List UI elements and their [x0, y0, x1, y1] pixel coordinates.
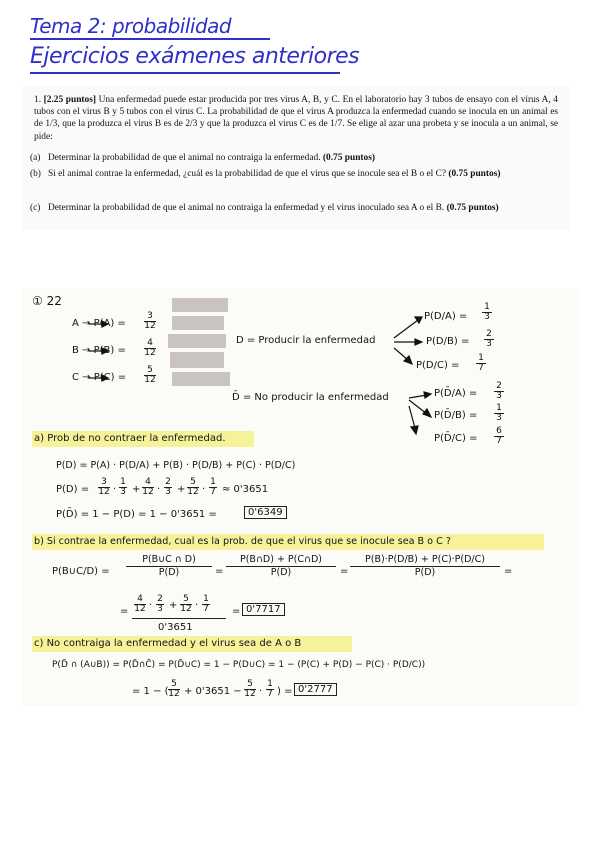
cond-nd-a: P(D̄/A) =: [434, 388, 478, 399]
part-a-heading: a) Prob de no contraer la enfermedad.: [34, 433, 226, 444]
prior-b: B → P(B) =: [72, 345, 126, 356]
cond-nd-a-frac: $\frac{2}{3}$: [494, 382, 504, 401]
part-c-heading: c) No contraiga la enfermedad y el virus sea de A o B: [34, 638, 302, 649]
cond-d-b-frac: $\frac{2}{3}$: [484, 330, 494, 349]
part-b-result: 0'7717: [242, 603, 285, 616]
times: ·: [195, 600, 199, 611]
cond-d-a-frac: $\frac{1}{3}$: [482, 303, 492, 322]
part-a-line2-post: ≈ 0'3651: [222, 484, 269, 495]
equals: =: [232, 606, 241, 617]
times: ·: [113, 484, 117, 495]
item-text: Si el animal contrae la enfermedad, ¿cuál es la probabilidad de que el virus que se inocule sea el B o el C?: [48, 169, 447, 179]
problem-number: 1.: [34, 95, 42, 105]
frac: $\frac{5}{12}$: [180, 594, 192, 614]
equals: =: [340, 566, 349, 577]
prior-b-frac: $\frac{4}{12}$: [144, 338, 156, 358]
equals: =: [215, 566, 224, 577]
plus: +: [177, 484, 186, 495]
redaction-mark: [172, 372, 230, 386]
item-label: (b): [30, 169, 41, 179]
frac: $\frac{2}{3}$: [165, 477, 171, 497]
frac: $\frac{2}{3}$: [157, 594, 163, 614]
part-a-line3: P(D̄) = 1 − P(D) = 1 − 0'3651 =: [56, 509, 217, 520]
part-a-result: 0'6349: [244, 506, 287, 519]
problem-points: [2.25 puntos]: [43, 95, 96, 105]
cond-nd-c-frac: $\frac{6}{7}$: [494, 427, 504, 446]
frac: $\frac{4}{12}$: [134, 594, 146, 614]
item-points: (0.75 puntos): [322, 153, 375, 163]
plus: +: [169, 600, 178, 611]
subtitle-underline: [30, 72, 340, 74]
event-d-definition: D = Producir la enfermedad: [236, 335, 376, 346]
part-c-line2-pre: = 1 − (: [132, 686, 169, 697]
cond-nd-b-frac: $\frac{1}{3}$: [494, 404, 504, 423]
part-b-numerator: [132, 592, 226, 619]
part-c-line1: P(D̄ ∩ (A∪B)) = P(D̄∩C̄) = P(D̄∪C) = 1 − P(D∪C) = 1 − (P(C) + P(D) − P(C) · P(D/C)): [52, 660, 426, 670]
title-exercises: Ejercicios exámenes anteriores: [30, 44, 360, 69]
prior-c-frac: $\frac{5}{12}$: [144, 365, 156, 385]
frac: $\frac{3}{12}$: [98, 477, 110, 497]
cond-d-a: P(D/A) =: [424, 311, 468, 322]
cond-d-b: P(D/B) =: [426, 336, 470, 347]
cond-nd-c: P(D̄/C) =: [434, 433, 478, 444]
part-b-heading: b) Si contrae la enfermedad, cual es la prob. de que el virus que se inocule sea B o C ?: [34, 536, 451, 547]
title-underline: [30, 38, 270, 40]
event-not-d-definition: D̄ = No producir la enfermedad: [232, 392, 389, 403]
cond-nd-b: P(D̄/B) =: [434, 410, 478, 421]
frac: $\frac{1}{7}$: [203, 594, 209, 614]
part-b-frac1: $\frac{P(B\cup C \cap D)}{P(D)}$: [126, 554, 212, 579]
problem-paragraph: [34, 94, 558, 143]
item-text: Determinar la probabilidad de que el animal no contraiga la enfermedad.: [48, 153, 321, 163]
prior-a: A → P(A) =: [72, 318, 126, 329]
frac: $\frac{1}{7}$: [210, 477, 216, 497]
redaction-mark: [172, 298, 228, 312]
redaction-mark: [172, 316, 224, 330]
part-b-frac2: $\frac{P(B\cap D) + P(C\cap D)}{P(D)}$: [226, 554, 336, 579]
redaction-mark: [170, 352, 224, 368]
cond-d-c-frac: $\frac{1}{7}$: [476, 354, 486, 373]
part-c-line2-mid: + 0'3651 −: [184, 686, 242, 697]
times: ·: [149, 600, 153, 611]
frac: $\frac{5}{12}$: [244, 679, 256, 699]
problem-item-b: [30, 168, 556, 180]
frac: $\frac{1}{7}$: [267, 679, 273, 699]
part-b-frac3: $\frac{P(B)\cdot P(D/B) + P(C)\cdot P(D/C)}{P(D)}$: [350, 554, 500, 579]
problem-statement: [22, 86, 570, 230]
problem-text: Una enfermedad puede estar producida por tres virus A, B, y C. En el laboratorio hay 3 tubos de ensayo con el virus A, 4 tubos con el virus B y 5 tubos con el virus C. La probabilidad de que el virus A produzca la enfermedad cuando se inocula en un animal es de 1/3, que la produzca el virus B es de 2/3 y que la produzca el virus C es de 1/7. Se elige al azar una probeta y se inocula a un animal, se pide:: [34, 95, 558, 142]
part-b-denominator: 0'3651: [158, 622, 193, 633]
part-a-line1: P(D) = P(A) · P(D/A) + P(B) · P(D/B) + P(C) · P(D/C): [56, 460, 296, 471]
title-topic: Tema 2: probabilidad: [30, 14, 232, 38]
times: ·: [202, 484, 206, 495]
part-c-result: 0'2777: [294, 683, 337, 696]
cond-d-c: P(D/C) =: [416, 360, 460, 371]
item-points: (0.75 puntos): [448, 169, 501, 179]
item-text: Determinar la probabilidad de que el animal no contraiga la enfermedad y el virus inoculado sea A o el B.: [48, 203, 445, 213]
problem-item-a: [30, 152, 556, 164]
prior-c: C → P(C) =: [72, 372, 127, 383]
equals: =: [504, 566, 513, 577]
handwritten-solution: [22, 288, 580, 706]
prior-a-frac: $\frac{3}{12}$: [144, 311, 156, 331]
part-b-lhs: P(B∪C/D) =: [52, 566, 110, 577]
part-c-line2-end: ) =: [277, 686, 293, 697]
equals: =: [120, 606, 129, 617]
part-a-line2-pre: P(D) =: [56, 484, 90, 495]
exercise-number: ① 22: [32, 294, 62, 308]
frac: $\frac{1}{3}$: [120, 477, 126, 497]
item-label: (c): [30, 203, 41, 213]
redaction-mark: [168, 334, 226, 348]
item-points: (0.75 puntos): [446, 203, 499, 213]
frac: $\frac{5}{12}$: [187, 477, 199, 497]
plus: +: [132, 484, 141, 495]
frac: $\frac{4}{12}$: [142, 477, 154, 497]
times: ·: [157, 484, 161, 495]
times: ·: [259, 686, 263, 697]
frac: $\frac{5}{12}$: [168, 679, 180, 699]
problem-item-c: [30, 202, 556, 214]
item-label: (a): [30, 153, 41, 163]
